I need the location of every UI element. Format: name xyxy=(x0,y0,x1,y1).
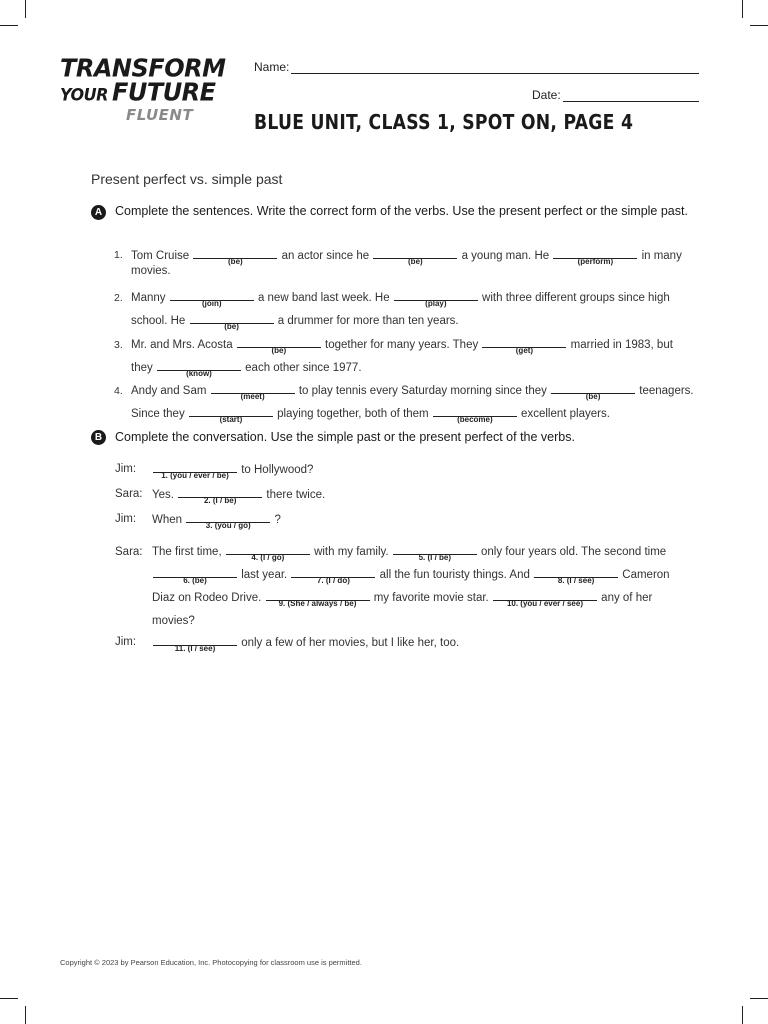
answer-blank[interactable]: 1. (you / ever / be) xyxy=(153,462,237,473)
section-b-instruction: Complete the conversation. Use the simple past or the present perfect of the verbs. xyxy=(115,430,575,444)
answer-blank[interactable]: (become) xyxy=(433,406,517,417)
exercise-item-4: 4. Andy and Sam (meet) to play tennis every Saturday morning since they (be) teenagers. Since they (start) playing together, both of them (become) excellent players. xyxy=(114,385,694,424)
answer-blank[interactable]: (play) xyxy=(394,290,478,301)
dialogue-line-3: Jim: When 3. (you / go) ? xyxy=(115,513,281,530)
transform-your-future-logo xyxy=(60,53,226,124)
dialogue-line-2: Sara: Yes. 2. (I / be) there twice. xyxy=(115,488,326,505)
answer-blank[interactable]: (perform) xyxy=(553,248,637,259)
name-label: Name: xyxy=(254,60,290,74)
answer-blank[interactable]: 8. (I / see) xyxy=(534,567,618,578)
exercise-item-1: 1. Tom Cruise (be) an actor since he (be) a young man. He (perform) in many movies. xyxy=(114,249,682,277)
worksheet-subtitle: Present perfect vs. simple past xyxy=(91,171,283,187)
speaker-label: Sara: xyxy=(115,488,143,500)
answer-blank[interactable]: 6. (be) xyxy=(153,567,237,578)
exercise-item-2: 2. Manny (join) a new band last week. He (play) with three different groups since high school. He (be) a drummer for more than ten years. xyxy=(114,292,670,331)
dialogue-line-4: Sara: The first time, 4. (I / go) with my family. 5. (I / be) only four years old. The second time 6. (be) last year. 7. (I / do) all the fun touristy things. And 8. (I / see) Cameron Diaz on Rodeo Drive. 9. (She / always / be) my favorite movie star. 10. (you / ever / see) any of her movies? xyxy=(115,541,695,633)
crop-mark xyxy=(742,0,743,18)
answer-blank[interactable]: 4. (I / go) xyxy=(226,544,310,555)
dialogue-line-5: Jim: 11. (I / see) only a few of her movies, but I like her, too. xyxy=(115,636,460,653)
logo-fluent: FLUENT xyxy=(126,106,194,124)
answer-blank[interactable]: (join) xyxy=(170,290,254,301)
name-field[interactable] xyxy=(254,60,699,74)
answer-blank[interactable]: (start) xyxy=(189,406,273,417)
answer-blank[interactable]: (be) xyxy=(193,248,277,259)
date-label: Date: xyxy=(532,88,561,102)
answer-blank[interactable]: 2. (I / be) xyxy=(178,487,262,498)
answer-blank[interactable]: (meet) xyxy=(211,383,295,394)
crop-mark xyxy=(742,1006,743,1024)
speaker-label: Jim: xyxy=(115,636,137,648)
answer-blank[interactable]: 5. (I / be) xyxy=(393,544,477,555)
crop-mark xyxy=(25,0,26,18)
speaker-label: Jim: xyxy=(115,463,137,475)
name-line[interactable] xyxy=(291,73,699,74)
date-line[interactable] xyxy=(563,101,699,102)
answer-blank[interactable]: (get) xyxy=(482,337,566,348)
answer-blank[interactable]: 11. (I / see) xyxy=(153,635,237,646)
section-a-badge: A xyxy=(91,205,106,220)
page-title: BLUE UNIT, CLASS 1, SPOT ON, PAGE 4 xyxy=(254,110,634,134)
answer-blank[interactable]: (be) xyxy=(237,337,321,348)
answer-blank[interactable]: 7. (I / do) xyxy=(291,567,375,578)
copyright-footer: Copyright © 2023 by Pearson Education, Inc. Photocopying for classroom use is permitted. xyxy=(60,958,362,967)
answer-blank[interactable]: (know) xyxy=(157,360,241,371)
speaker-label: Jim: xyxy=(115,513,137,525)
section-a-instruction: Complete the sentences. Write the correct form of the verbs. Use the present perfect or the simple past. xyxy=(115,204,688,218)
section-b-badge: B xyxy=(91,430,106,445)
answer-blank[interactable]: (be) xyxy=(373,248,457,259)
answer-blank[interactable]: 9. (She / always / be) xyxy=(266,590,370,601)
crop-mark xyxy=(0,998,18,999)
logo-line-2: YOUR FUTURE xyxy=(60,77,216,107)
answer-blank[interactable]: (be) xyxy=(190,313,274,324)
answer-blank[interactable]: 10. (you / ever / see) xyxy=(493,590,597,601)
crop-mark xyxy=(25,1006,26,1024)
speaker-label: Sara: xyxy=(115,546,143,558)
exercise-item-3: 3. Mr. and Mrs. Acosta (be) together for many years. They (get) married in 1983, but they (know) each other since 1977. xyxy=(114,339,673,378)
answer-blank[interactable]: (be) xyxy=(551,383,635,394)
date-field[interactable] xyxy=(532,88,699,102)
dialogue-line-1: Jim: 1. (you / ever / be) to Hollywood? xyxy=(115,463,314,480)
crop-mark xyxy=(750,998,768,999)
crop-mark xyxy=(750,25,768,26)
answer-blank[interactable]: 3. (you / go) xyxy=(186,512,270,523)
crop-mark xyxy=(0,25,18,26)
logo-line-1: TRANSFORM xyxy=(60,53,226,83)
